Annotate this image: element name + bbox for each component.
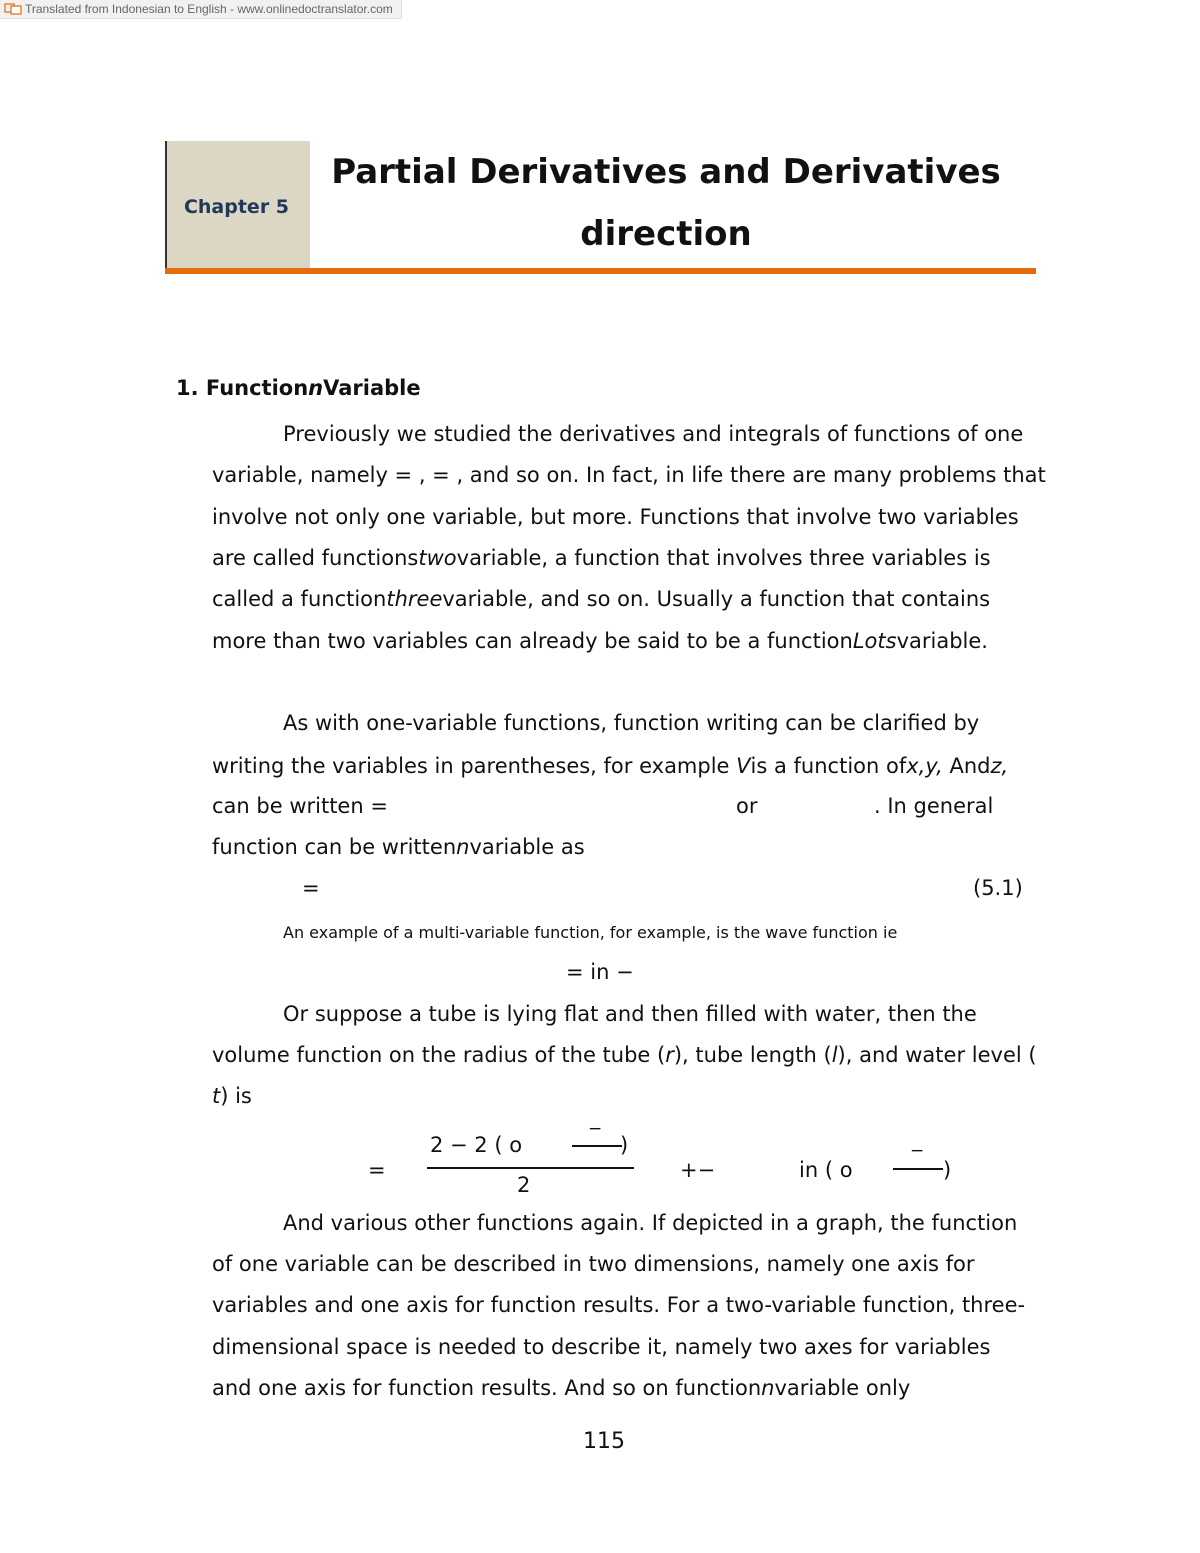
para2-line2 bbox=[212, 752, 1008, 780]
volume-plus-minus: +− bbox=[680, 1158, 716, 1182]
para4-line5 bbox=[212, 1374, 910, 1402]
section-heading-pre: Function bbox=[205, 376, 309, 400]
para2-line2-e: And bbox=[942, 754, 991, 778]
para1-line4-c: variable, a function that involves three variables is bbox=[456, 546, 991, 570]
para2-line3c: . In general bbox=[874, 794, 994, 818]
para4-line3: variables and one axis for function results. For a two-variable function, three- bbox=[212, 1293, 1026, 1317]
volume-term2: in ( o bbox=[799, 1158, 853, 1182]
para1-line6 bbox=[212, 627, 988, 655]
para4-line5-a: and one axis for function results. And so on function bbox=[212, 1376, 762, 1400]
volume-numerator: 2 − 2 ( o bbox=[430, 1133, 523, 1157]
para3-line2-d: l bbox=[831, 1043, 838, 1067]
volume-term2-mark: − bbox=[910, 1141, 925, 1161]
para3-line2-b: r bbox=[665, 1043, 674, 1067]
chapter-label: Chapter 5 bbox=[183, 196, 290, 218]
para1-line1: Previously we studied the derivatives and integrals of functions of one bbox=[283, 422, 1024, 446]
section-number: 1. bbox=[176, 376, 199, 400]
para1-line5 bbox=[212, 585, 990, 613]
volume-term2-inner-bar bbox=[893, 1168, 943, 1170]
para2-line2-d: x,y, bbox=[906, 754, 943, 778]
para1-line5-c: variable, and so on. Usually a function that contains bbox=[442, 587, 991, 611]
volume-num-close: ) bbox=[620, 1133, 629, 1157]
para2-line1: As with one-variable functions, function writing can be clarified by bbox=[283, 711, 980, 735]
para2-line2-f: z, bbox=[990, 754, 1009, 778]
para3-line3 bbox=[212, 1082, 252, 1110]
translate-icon bbox=[4, 3, 22, 15]
para2-line4-a: function can be written bbox=[212, 835, 457, 859]
para2-line2-c: is a function of bbox=[750, 754, 907, 778]
para2-line2-a: writing the variables in parentheses, for example bbox=[212, 754, 737, 778]
para1-line4 bbox=[212, 544, 991, 572]
para1-line3: involve not only one variable, but more. Functions that involve two variables bbox=[212, 505, 1019, 529]
para3-line1: Or suppose a tube is lying flat and then filled with water, then the bbox=[283, 1002, 977, 1026]
para4-line4: dimensional space is needed to describe it, namely two axes for variables bbox=[212, 1335, 991, 1359]
para1-line2: variable, namely = , = , and so on. In fact, in life there are many problems that bbox=[212, 463, 1046, 487]
section-heading bbox=[176, 376, 421, 400]
example-text: An example of a multi-variable function, for example, is the wave function ie bbox=[283, 923, 898, 942]
para1-line6-c: variable. bbox=[896, 629, 988, 653]
volume-fraction-bar bbox=[427, 1167, 634, 1169]
para3-line2-c: ), tube length ( bbox=[673, 1043, 832, 1067]
para3-line3-b: ) is bbox=[220, 1084, 252, 1108]
para2-line2-b: V bbox=[736, 754, 751, 778]
volume-term2-close: ) bbox=[943, 1158, 952, 1182]
para2-line3a: can be written = bbox=[212, 794, 388, 818]
para3-line3-a: t bbox=[212, 1084, 221, 1108]
para2-line4-b: n bbox=[456, 835, 470, 859]
para1-line6-a: more than two variables can already be said to be a function bbox=[212, 629, 853, 653]
volume-denominator: 2 bbox=[517, 1173, 531, 1197]
para2-line3b: or bbox=[736, 794, 758, 818]
chapter-title-line1: Partial Derivatives and Derivatives bbox=[331, 152, 1001, 192]
para3-line2 bbox=[212, 1041, 1037, 1069]
wave-function: = in − bbox=[566, 960, 634, 984]
para1-line5-a: called a function bbox=[212, 587, 387, 611]
para3-line2-e: ), and water level ( bbox=[837, 1043, 1037, 1067]
para3-line2-a: volume function on the radius of the tube ( bbox=[212, 1043, 666, 1067]
volume-num-inner-bar bbox=[572, 1145, 622, 1147]
volume-eq: = bbox=[368, 1158, 386, 1182]
translation-banner[interactable] bbox=[0, 0, 402, 19]
chapter-title-line2: direction bbox=[580, 214, 752, 254]
para4-line1: And various other functions again. If depicted in a graph, the function bbox=[283, 1211, 1018, 1235]
para4-line5-b: n bbox=[761, 1376, 775, 1400]
para2-line4 bbox=[212, 833, 585, 861]
equation-5-1-eq: = bbox=[302, 876, 320, 900]
para1-line4-a: are called functions bbox=[212, 546, 419, 570]
section-heading-post: Variable bbox=[323, 376, 421, 400]
para1-line4-b: two bbox=[418, 546, 457, 570]
para1-line5-b: three bbox=[386, 587, 443, 611]
para4-line5-c: variable only bbox=[774, 1376, 911, 1400]
para2-line4-c: variable as bbox=[469, 835, 585, 859]
para1-line6-b: Lots bbox=[852, 629, 897, 653]
page-number: 115 bbox=[583, 1429, 625, 1454]
title-underline bbox=[165, 268, 1036, 274]
volume-num-mark: − bbox=[588, 1119, 603, 1139]
section-heading-var: n bbox=[308, 376, 324, 400]
equation-5-1-number: (5.1) bbox=[973, 876, 1023, 900]
para4-line2: of one variable can be described in two dimensions, namely one axis for bbox=[212, 1252, 975, 1276]
translation-banner-text: Translated from Indonesian to English - www.onlinedoctranslator.com bbox=[25, 2, 393, 16]
